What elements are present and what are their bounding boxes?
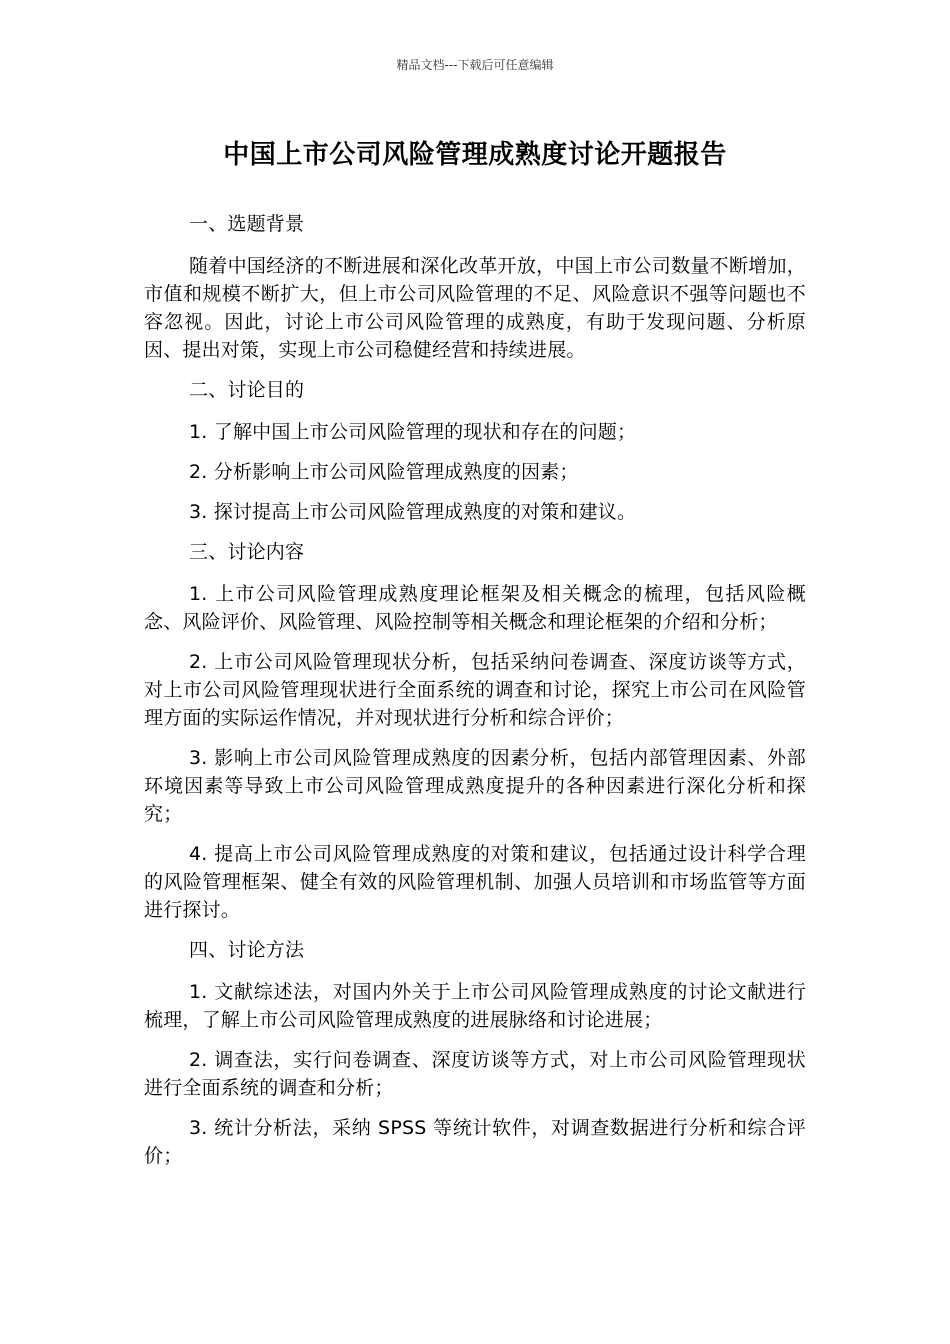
document-title: 中国上市公司风险管理成熟度讨论开题报告 bbox=[223, 140, 727, 170]
content-item-3: 3. 影响上市公司风险管理成熟度的因素分析，包括内部管理因素、外部环境因素等导致上市公司风险管理成熟度提升的各种因素进行深化分析和探究； bbox=[144, 747, 806, 825]
purpose-item-1: 1. 了解中国上市公司风险管理的现状和存在的问题； bbox=[189, 421, 637, 443]
method-item-3: 3. 统计分析法，采纳 SPSS 等统计软件，对调查数据进行分析和综合评价； bbox=[144, 1117, 806, 1167]
purpose-item-3: 3. 探讨提高上市公司风险管理成熟度的对策和建议。 bbox=[189, 501, 637, 523]
section-heading-background: 一、选题背景 bbox=[189, 213, 305, 235]
method-item-1: 1. 文献综述法，对国内外关于上市公司风险管理成熟度的讨论文献进行梳理，了解上市公司风险管理成熟度的进展脉络和讨论进展； bbox=[144, 981, 806, 1031]
section-heading-content: 三、讨论内容 bbox=[189, 541, 305, 563]
content-item-2: 2. 上市公司风险管理现状分析，包括采纳问卷调查、深度访谈等方式，对上市公司风险管理现状进行全面系统的调查和讨论，探究上市公司在风险管理方面的实际运作情况，并对现状进行分析和综合评价； bbox=[144, 651, 806, 729]
section-heading-method: 四、讨论方法 bbox=[189, 939, 305, 961]
method-item-2: 2. 调查法，实行问卷调查、深度访谈等方式，对上市公司风险管理现状进行全面系统的调查和分析； bbox=[144, 1049, 806, 1099]
content-item-4: 4. 提高上市公司风险管理成熟度的对策和建议，包括通过设计科学合理的风险管理框架、健全有效的风险管理机制、加强人员培训和市场监管等方面进行探讨。 bbox=[144, 843, 806, 921]
header-note: 精品文档---下载后可任意编辑 bbox=[396, 58, 554, 72]
section-heading-purpose: 二、讨论目的 bbox=[189, 379, 305, 401]
content-item-1: 1. 上市公司风险管理成熟度理论框架及相关概念的梳理，包括风险概念、风险评价、风险管理、风险控制等相关概念和理论框架的介绍和分析； bbox=[144, 583, 806, 633]
purpose-item-2: 2. 分析影响上市公司风险管理成熟度的因素； bbox=[189, 461, 579, 483]
document-body bbox=[144, 210, 806, 1182]
paragraph-background: 随着中国经济的不断进展和深化改革开放，中国上市公司数量不断增加，市值和规模不断扩大，但上市公司风险管理的不足、风险意识不强等问题也不容忽视。因此，讨论上市公司风险管理的成熟度，有助于发现问题、分析原因、提出对策，实现上市公司稳健经营和持续进展。 bbox=[144, 255, 806, 361]
